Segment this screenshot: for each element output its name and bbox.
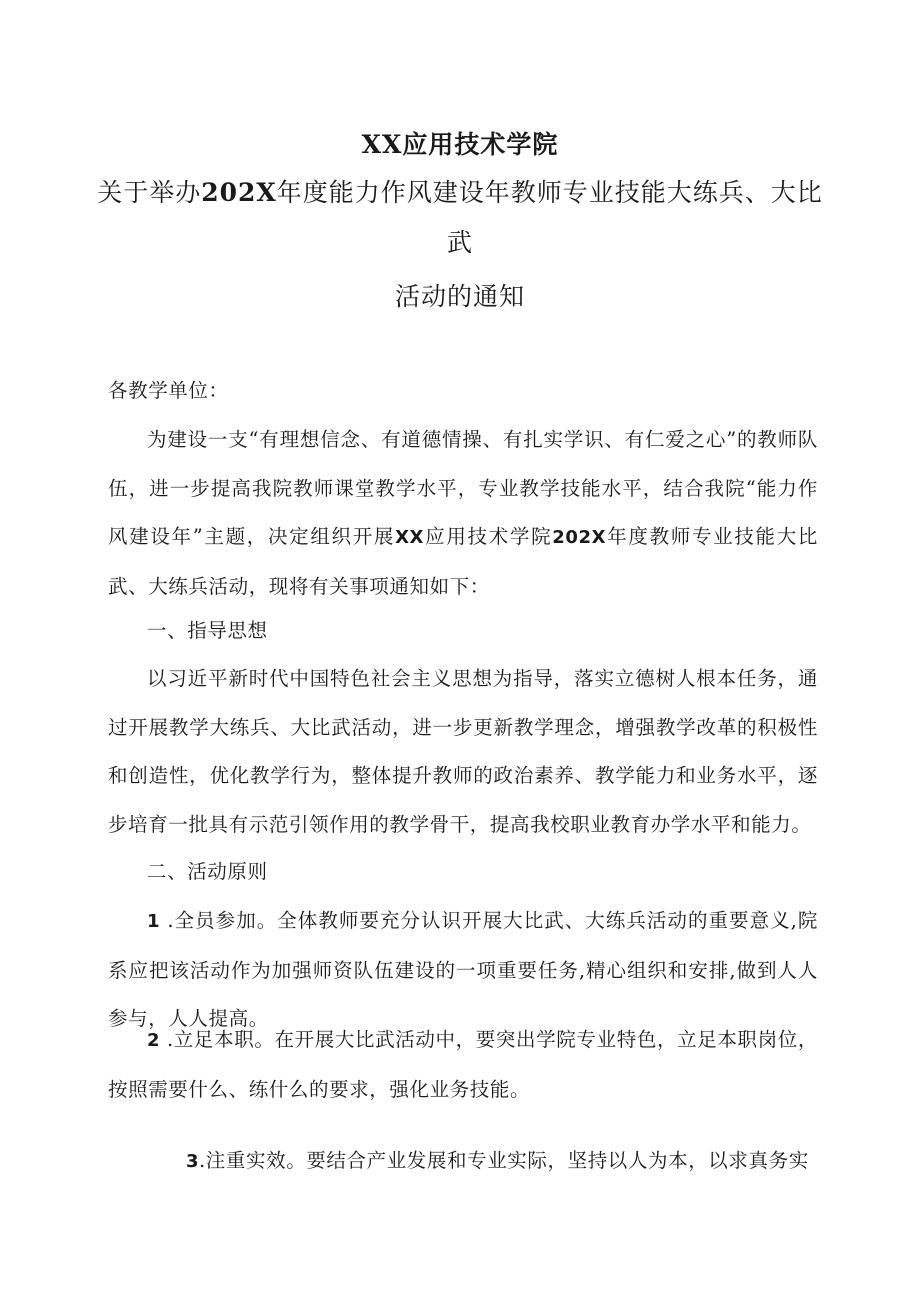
item-number: 2 — [147, 1030, 161, 1051]
title-line-2: 关于举办202X年度能力作风建设年教师专业技能大练兵、大比 — [97, 178, 823, 207]
section-1-paragraph: 以习近平新时代中国特色社会主义思想为指导，落实立德树人根本任务，通过开展教学大练兵、大比武活动，进一步更新教学理念，增强教学改革的积极性和创造性，优化教学行为，整体提升教师的政治素养、教学能力和业务水平，逐步培育一批具有示范引领作用的教学骨干，提高我校职业教育办学水平和能力。 — [108, 667, 818, 836]
intro-paragraph: 为建设一支“有理想信念、有道德情操、有扎实学识、有仁爱之心”的教师队伍，进一步提高我院教师课堂教学水平，专业教学技能水平，结合我院“能力作风建设年”主题，决定组织开展XX应用技术学院202X年度教师专业技能大比武、大练兵活动，现将有关事项通知如下： — [108, 428, 818, 598]
section-1-heading: 一、指导思想 — [147, 619, 268, 642]
principle-item: 3.注重实效。要结合产业发展和专业实际，坚持以人为本，以求真务实 — [108, 1137, 818, 1187]
item-number: 1 — [147, 911, 161, 932]
salutation: 各教学单位： — [108, 379, 229, 402]
title-line-4: 活动的通知 — [394, 282, 525, 311]
item-number: 3 — [186, 1151, 200, 1172]
title-line-3: 武 — [446, 228, 473, 257]
title-line-1: XX应用技术学院 — [361, 130, 559, 159]
principle-item: 2 .立足本职。在开展大比武活动中，要突出学院专业特色，立足本职岗位，按照需要什么、练什么的要求，强化业务技能。 — [108, 1028, 818, 1101]
section-2-heading: 二、活动原则 — [147, 860, 268, 883]
principle-item: 1 .全员参加。全体教师要充分认识开展大比武、大练兵活动的重要意义,院系应把该活动作为加强师资队伍建设的一项重要任务,精心组织和安排,做到人人参与，人人提高。 — [108, 909, 818, 1030]
